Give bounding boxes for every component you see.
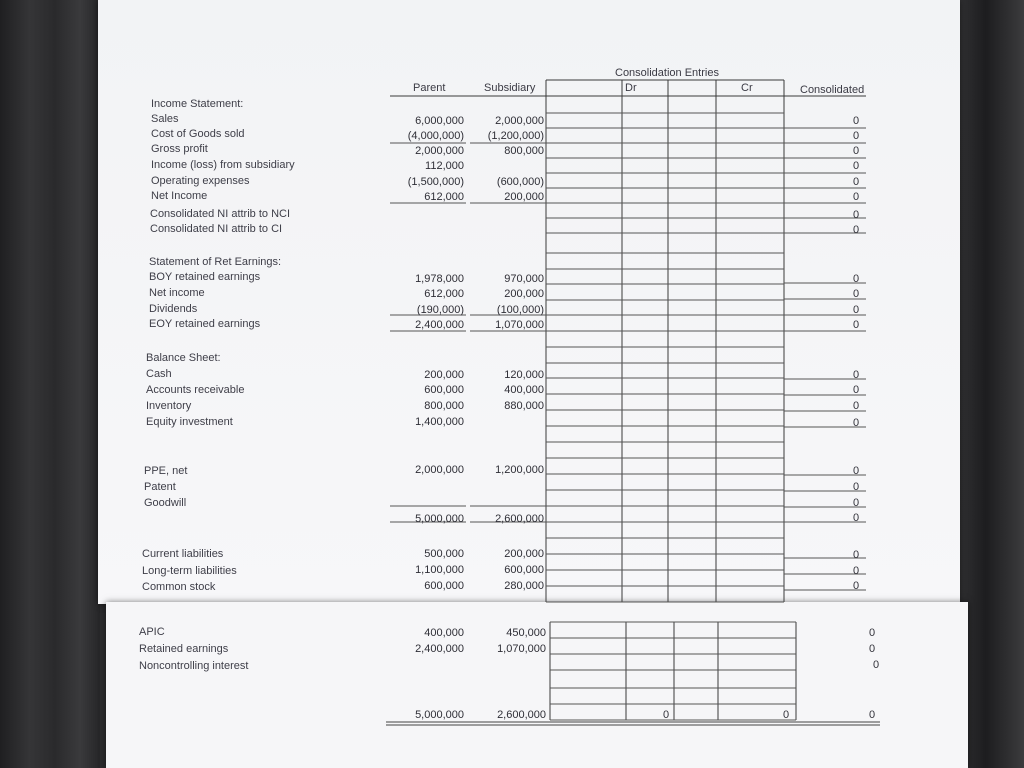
sub-value: 200,000 bbox=[504, 288, 544, 300]
row-label: Net income bbox=[149, 287, 205, 299]
row-label: Cost of Goods sold bbox=[151, 128, 245, 140]
row-label: Accounts receivable bbox=[146, 384, 245, 396]
consolidated-value: 0 bbox=[852, 417, 860, 429]
row-label: Patent bbox=[144, 481, 176, 493]
consolidated-value: 0 bbox=[852, 565, 860, 577]
parent-value: 2,400,000 bbox=[415, 643, 464, 655]
header-cr: Cr bbox=[741, 82, 753, 94]
header-dr: Dr bbox=[625, 82, 637, 94]
parent-value: 6,000,000 bbox=[415, 115, 464, 127]
parent-value: 2,400,000 bbox=[415, 319, 464, 331]
row-label: Net Income bbox=[151, 190, 208, 202]
row-label: Inventory bbox=[146, 400, 192, 412]
consolidated-value: 0 bbox=[852, 273, 860, 285]
total-assets-parent: 5,000,000 bbox=[415, 513, 464, 525]
parent-value: 1,978,000 bbox=[415, 273, 464, 285]
parent-value: 1,400,000 bbox=[415, 416, 464, 428]
parent-value: 1,100,000 bbox=[415, 564, 464, 576]
row-label: Cash bbox=[146, 368, 172, 380]
consolidated-value: 0 bbox=[852, 176, 860, 188]
parent-value: 400,000 bbox=[424, 627, 464, 639]
consolidated-value: 0 bbox=[852, 130, 860, 142]
consolidated-value: 0 bbox=[852, 160, 860, 172]
row-label: EOY retained earnings bbox=[149, 318, 261, 330]
consolidated-value: 0 bbox=[852, 481, 860, 493]
consolidated-value: 0 bbox=[852, 549, 860, 561]
row-label: BOY retained earnings bbox=[149, 271, 261, 283]
consolidated-value: 0 bbox=[852, 191, 860, 203]
row-label: Operating expenses bbox=[151, 175, 250, 187]
parent-value: 2,000,000 bbox=[415, 464, 464, 476]
sub-value: 200,000 bbox=[504, 548, 544, 560]
sub-value: 450,000 bbox=[506, 627, 546, 639]
total-cr: 0 bbox=[782, 709, 790, 721]
header-parent: Parent bbox=[413, 82, 446, 94]
parent-value: 600,000 bbox=[424, 580, 464, 592]
row-label: Sales bbox=[151, 113, 179, 125]
consolidated-value: 0 bbox=[852, 580, 860, 592]
row-label: Income (loss) from subsidiary bbox=[151, 159, 295, 171]
retained-earnings-title: Statement of Ret Earnings: bbox=[149, 256, 282, 268]
header-consolidated: Consolidated bbox=[800, 84, 865, 96]
parent-value: 500,000 bbox=[424, 548, 464, 560]
parent-value: 2,000,000 bbox=[415, 145, 464, 157]
parent-value: 612,000 bbox=[424, 288, 464, 300]
consolidated-value: 0 bbox=[852, 319, 860, 331]
row-label: PPE, net bbox=[144, 465, 188, 477]
header-subsidiary: Subsidiary bbox=[484, 82, 536, 94]
income-statement-title: Income Statement: bbox=[151, 98, 244, 110]
total-liab-equity-sub: 2,600,000 bbox=[497, 709, 546, 721]
sub-value: 1,200,000 bbox=[495, 464, 544, 476]
row-label: Current liabilities bbox=[142, 548, 224, 560]
total-liab-equity-parent: 5,000,000 bbox=[415, 709, 464, 721]
parent-value: 112,000 bbox=[425, 160, 464, 172]
sub-value: 880,000 bbox=[504, 400, 544, 412]
consolidated-value: 0 bbox=[872, 659, 880, 671]
balance-sheet-title: Balance Sheet: bbox=[146, 352, 221, 364]
consolidated-value: 0 bbox=[852, 145, 860, 157]
header-consolidation-entries: Consolidation Entries bbox=[615, 67, 719, 79]
parent-value: (1,500,000) bbox=[407, 176, 464, 188]
consolidated-value: 0 bbox=[852, 224, 860, 236]
parent-value: 800,000 bbox=[424, 400, 464, 412]
consolidated-value: 0 bbox=[852, 369, 860, 381]
total-dr: 0 bbox=[662, 709, 670, 721]
sub-value: 970,000 bbox=[504, 273, 544, 285]
row-label: Common stock bbox=[142, 581, 216, 593]
parent-value: (4,000,000) bbox=[407, 130, 464, 142]
parent-value: (190,000) bbox=[416, 304, 464, 316]
consolidated-value: 0 bbox=[852, 400, 860, 412]
sub-value: (600,000) bbox=[496, 176, 544, 188]
consolidated-value: 0 bbox=[852, 384, 860, 396]
sub-value: (100,000) bbox=[496, 304, 544, 316]
parent-value: 200,000 bbox=[424, 369, 464, 381]
consolidated-value: 0 bbox=[852, 115, 860, 127]
total-assets-consolidated: 0 bbox=[852, 512, 860, 524]
row-label: Noncontrolling interest bbox=[139, 660, 249, 672]
consolidated-value: 0 bbox=[868, 643, 876, 655]
parent-value: 600,000 bbox=[424, 384, 464, 396]
consolidated-value: 0 bbox=[852, 209, 860, 221]
row-label: Consolidated NI attrib to CI bbox=[150, 223, 283, 235]
sub-value: 280,000 bbox=[504, 580, 544, 592]
sub-value: 1,070,000 bbox=[495, 319, 544, 331]
parent-value: 612,000 bbox=[424, 191, 464, 203]
sub-value: 200,000 bbox=[504, 191, 544, 203]
sub-value: 1,070,000 bbox=[497, 643, 546, 655]
sub-value: 120,000 bbox=[504, 369, 544, 381]
row-label: Gross profit bbox=[151, 143, 208, 155]
sub-value: 600,000 bbox=[504, 564, 544, 576]
sub-value: 800,000 bbox=[504, 145, 544, 157]
sub-value: (1,200,000) bbox=[487, 130, 544, 142]
row-label: Consolidated NI attrib to NCI bbox=[150, 208, 291, 220]
consolidated-value: 0 bbox=[852, 304, 860, 316]
consolidated-value: 0 bbox=[852, 497, 860, 509]
sub-value: 400,000 bbox=[504, 384, 544, 396]
sub-value: 2,000,000 bbox=[495, 115, 544, 127]
row-label: Goodwill bbox=[144, 497, 187, 509]
row-label: APIC bbox=[139, 626, 165, 638]
total-liab-equity-consolidated: 0 bbox=[868, 709, 876, 721]
consolidated-value: 0 bbox=[852, 288, 860, 300]
row-label: Dividends bbox=[149, 303, 198, 315]
total-assets-sub: 2,600,000 bbox=[495, 513, 544, 525]
row-label: Equity investment bbox=[146, 416, 233, 428]
consolidated-value: 0 bbox=[868, 627, 876, 639]
row-label: Retained earnings bbox=[139, 643, 229, 655]
row-label: Long-term liabilities bbox=[142, 565, 237, 577]
consolidated-value: 0 bbox=[852, 465, 860, 477]
